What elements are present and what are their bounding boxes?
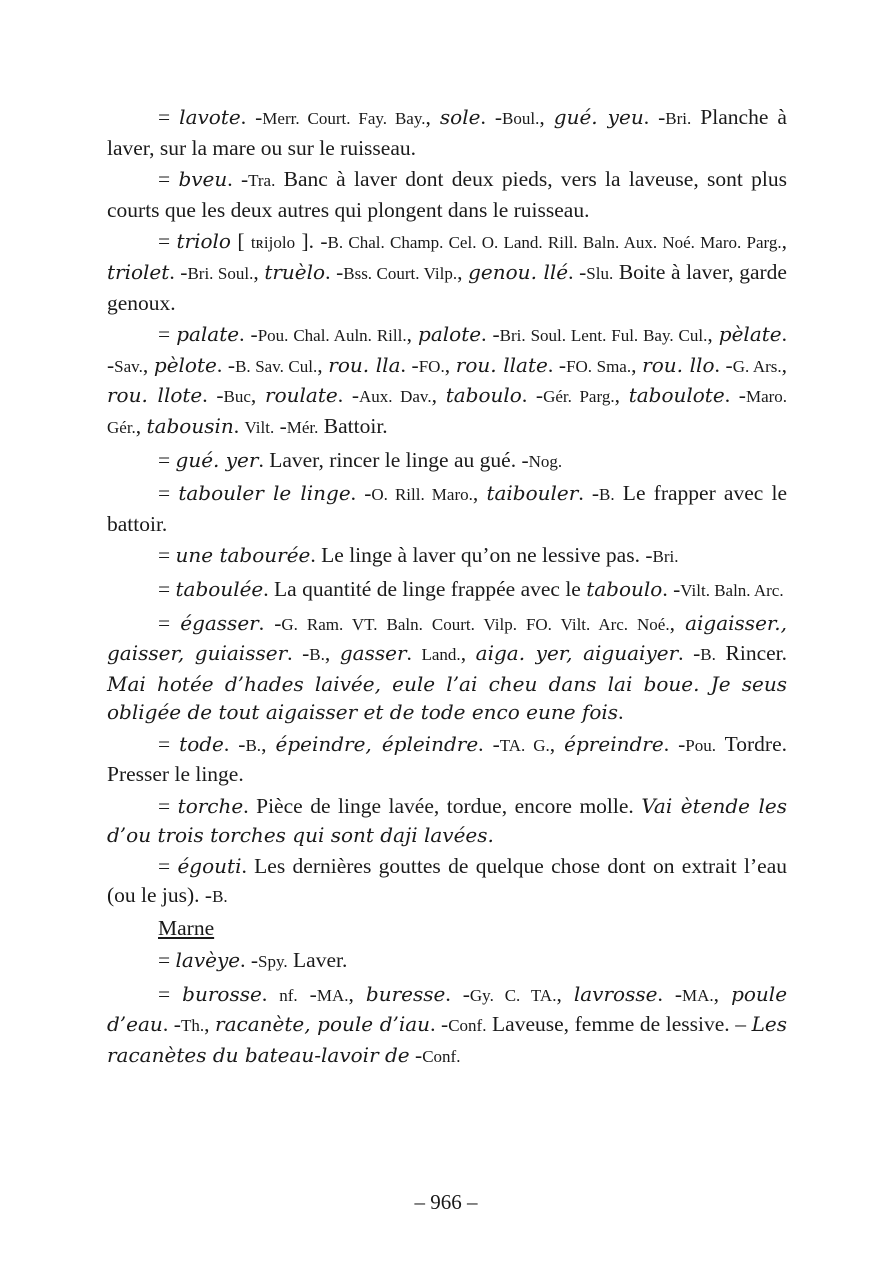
locality-abbrev: Boul. (502, 109, 540, 128)
entry-text: . - (578, 481, 600, 506)
entry-text: Rincer. (715, 641, 787, 666)
headword-italic: palate (176, 322, 240, 347)
dictionary-entry (107, 541, 787, 572)
entry-text: , (261, 731, 276, 756)
entry-text: = (158, 167, 179, 192)
headword-italic: sole (439, 105, 481, 129)
entry-text: , (444, 352, 456, 377)
entry-text: Banc à laver dont deux pieds, vers la laveuse, sont plus courts que les deux autres qui plongent dans le ruisseau. (107, 167, 787, 222)
headword-italic: Vai ètende les d’ou trois torches qui sont daji lavées. (107, 794, 787, 847)
headword-italic: lavrosse (573, 981, 658, 1006)
locality-abbrev: Bri. Soul. Lent. Ful. Bay. Cul. (499, 326, 708, 346)
locality-abbrev: Pou. (685, 735, 716, 755)
entry-text: . - (202, 383, 224, 408)
entry-text: , (253, 259, 265, 284)
entry-text: , (472, 481, 487, 506)
locality-abbrev: TA. G. (499, 735, 550, 755)
locality-abbrev: Conf. (422, 1046, 461, 1066)
locality-abbrev: Bri. (665, 109, 692, 128)
entry-text: Battoir. (318, 413, 388, 438)
headword-italic: tode (179, 731, 224, 756)
dictionary-entry (107, 730, 787, 789)
entry-text: [ (230, 229, 251, 254)
entry-text: = (158, 731, 180, 756)
entry-text: . - (657, 981, 683, 1006)
entry-text: = (158, 322, 177, 347)
headword-italic: taboulo (586, 576, 663, 601)
locality-abbrev: B. (700, 645, 716, 665)
entry-text: . - (663, 731, 686, 756)
entries-list-marne (107, 946, 787, 1071)
entry-text: . - (480, 105, 503, 129)
headword-italic: épreindre (564, 731, 664, 756)
dictionary-entry (107, 165, 787, 224)
entry-text: , (457, 259, 469, 284)
dictionary-entry (107, 227, 787, 317)
headword-italic: gué. yer (175, 447, 259, 472)
headword-italic: bveu (178, 167, 228, 192)
locality-abbrev: Vilt. Baln. Arc. (680, 580, 784, 600)
headword-italic: lavote (179, 105, 241, 129)
locality-abbrev: B. Sav. Cul. (235, 356, 318, 376)
entry-text: - (297, 981, 317, 1006)
entry-text: = (158, 543, 176, 568)
headword-italic: tabouler le linge (178, 481, 351, 506)
entry-text: . - (568, 259, 587, 284)
headword-italic: palote (418, 322, 482, 347)
entry-text: Planche à laver, sur la mare ou sur le ruisseau. (107, 105, 787, 160)
headword-italic: poule d’eau (107, 981, 788, 1037)
dictionary-entry (107, 852, 787, 911)
locality-abbrev: Conf. (448, 1016, 487, 1036)
entry-text: = (158, 576, 176, 601)
headword-italic: aigaisser., gaisser, guiaisser (107, 610, 787, 666)
locality-abbrev: Nog. (528, 451, 563, 471)
locality-abbrev: Sav. (114, 356, 143, 376)
entry-text: Tordre. Presser le linge. (107, 731, 788, 787)
headword-italic: tabousin (146, 413, 234, 438)
headword-italic: rou. lla (328, 352, 401, 377)
entry-text: = (158, 481, 179, 506)
headword-italic: burosse (182, 981, 262, 1006)
entry-text: . - (239, 322, 258, 347)
headword-italic: aiga. yer, aiguaiyer (475, 641, 679, 666)
entry-text: . - (521, 383, 544, 408)
entry-text: . Les dernières gouttes de quelque chose dont on extrait l’eau (ou le jus). - (107, 854, 787, 907)
locality-abbrev: B. Chal. Champ. Cel. O. Land. Rill. Baln. Aux. Noé. Maro. Parg. (327, 233, 782, 253)
entry-text: , (431, 383, 446, 408)
entry-text: , (204, 1012, 216, 1037)
headword-italic: gué. yeu (553, 105, 644, 129)
entry-text: . - (547, 352, 567, 377)
entry-text: . - (481, 322, 500, 347)
entry-text: . (233, 413, 245, 438)
headword-italic: racanète, poule d’iau (215, 1012, 431, 1037)
entry-text: , (781, 229, 787, 254)
locality-abbrev: B. (245, 735, 262, 755)
locality-abbrev: Merr. Court. Fay. Bay. (262, 109, 426, 128)
entry-text: = (158, 447, 176, 472)
entry-text: , (348, 981, 366, 1006)
locality-abbrev: Slu. (586, 263, 614, 283)
entry-text: . - (169, 259, 188, 284)
dictionary-entry (107, 479, 787, 538)
locality-abbrev: B. (212, 886, 228, 906)
entry-text: Laveuse, femme de lessive. – (486, 1012, 752, 1037)
entry-text: . - (478, 731, 500, 756)
entry-text: . - (325, 259, 344, 284)
locality-abbrev: Spy. (258, 952, 288, 972)
page-number: – 966 – (414, 1190, 478, 1214)
headword-italic: lavèye (175, 948, 241, 973)
locality-abbrev: Bri. (652, 547, 679, 567)
locality-abbrev: G. Ars. (732, 356, 782, 376)
locality-abbrev: MA. (316, 985, 349, 1005)
locality-abbrev: Gy. C. TA. (469, 985, 557, 1005)
entry-text: . - (287, 641, 310, 666)
entry-text: . - (445, 981, 470, 1006)
entry-text: = (158, 610, 181, 635)
locality-abbrev: Bri. Soul. (187, 263, 254, 283)
entry-text: . - (350, 481, 372, 506)
dictionary-entry (107, 575, 787, 606)
entry-text: , (406, 322, 419, 347)
locality-abbrev: tʀijolo (250, 233, 296, 253)
entry-text: = (158, 794, 178, 819)
headword-italic: truèlo (264, 259, 326, 284)
locality-abbrev: Buc (223, 387, 251, 407)
headword-italic: taibouler (486, 481, 579, 506)
locality-abbrev: nf. (279, 985, 298, 1005)
entry-text: , (460, 641, 476, 666)
entry-text: . - (724, 383, 746, 408)
entry-text: , (135, 413, 147, 438)
entry-text: = (158, 981, 183, 1006)
headword-italic: gasser (339, 641, 407, 666)
headword-italic: pèlate (718, 322, 782, 347)
entry-text: . (618, 700, 624, 725)
entry-text: . La quantité de linge frappée avec le (263, 576, 587, 601)
entry-text: , (250, 383, 266, 408)
entries-list (107, 103, 787, 911)
entry-text: . - (662, 576, 681, 601)
entry-text: - (274, 413, 287, 438)
headword-italic: une tabourée (175, 543, 311, 568)
entry-text: , (781, 352, 788, 377)
headword-italic: égouti (177, 854, 242, 879)
locality-abbrev: Maro. Gér. (107, 387, 788, 437)
locality-abbrev: B. (599, 485, 615, 505)
dictionary-entry (107, 792, 787, 849)
locality-abbrev: Aux. Dav. (358, 387, 432, 407)
dictionary-entry (107, 446, 787, 477)
dictionary-entry (107, 609, 787, 727)
locality-abbrev: Gér. Parg. (543, 387, 615, 407)
entry-text: . (261, 981, 280, 1006)
dictionary-entry (107, 320, 787, 442)
headword-italic: taboulée (175, 576, 264, 601)
headword-italic: pèlote (153, 352, 217, 377)
entry-text: . - (240, 948, 259, 973)
entry-text: . - (107, 322, 787, 377)
entry-text: . - (216, 352, 236, 377)
entry-text: . Le linge à laver qu’on ne lessive pas. - (310, 543, 653, 568)
entry-text: , (549, 731, 565, 756)
entry-text: . - (223, 731, 246, 756)
entry-text: , (317, 352, 329, 377)
entry-text: , (713, 981, 732, 1006)
entry-text: = (158, 948, 176, 973)
locality-abbrev: Pou. Chal. Auln. Rill. (257, 326, 407, 346)
section-heading (107, 914, 787, 943)
entry-text: . - (678, 641, 701, 666)
headword-italic: rou. llote (107, 383, 203, 408)
page-body (107, 103, 787, 1074)
headword-italic: buresse (365, 981, 446, 1006)
entry-text: . Pièce de linge lavée, tordue, encore molle. (243, 794, 642, 819)
entry-text: , (669, 610, 686, 635)
section-heading-text: Marne (158, 916, 215, 941)
entry-text: . - (430, 1012, 449, 1037)
locality-abbrev: FO. (418, 356, 445, 376)
headword-italic: épeindre, épleindre (275, 731, 479, 756)
entry-text: = (158, 105, 180, 129)
entry-text: Le frapper avec le battoir. (107, 481, 787, 536)
locality-abbrev: B. (309, 645, 325, 665)
headword-italic: triolo (176, 229, 231, 254)
entry-text: - (409, 1042, 423, 1067)
dictionary-entry (107, 980, 787, 1072)
entry-text: , (631, 352, 643, 377)
entry-text: . - (400, 352, 419, 377)
headword-italic: roulate (265, 383, 338, 408)
entry-text: , (324, 641, 340, 666)
entry-text: = (158, 854, 178, 879)
headword-italic: Les racanètes du bateau-lavoir de (107, 1012, 787, 1067)
locality-abbrev: MA. (682, 985, 714, 1005)
entry-text: Boite à laver, garde genoux. (107, 259, 787, 315)
entry-text: Laver. (287, 948, 348, 973)
dictionary-entry (107, 103, 787, 162)
entry-text: . - (714, 352, 733, 377)
locality-abbrev: Tra. (248, 171, 276, 191)
entry-text: . - (337, 383, 359, 408)
entry-text: , (556, 981, 574, 1006)
entry-text: , (707, 322, 719, 347)
entry-text: . - (162, 1012, 181, 1037)
locality-abbrev: O. Rill. Maro. (371, 485, 473, 505)
entry-text: = (158, 229, 177, 254)
headword-italic: taboulo (445, 383, 522, 408)
headword-italic: rou. llo (642, 352, 715, 377)
entry-text: . - (227, 167, 249, 192)
locality-abbrev: Bss. Court. Vilp. (343, 263, 458, 283)
locality-abbrev: Mér. (286, 417, 319, 437)
headword-italic: Mai hotée d’hades laivée, eule l’ai cheu dans lai boue. Je seus obligée de tout aigaisser et de tode enco eune fois (107, 671, 787, 725)
entry-text: . (406, 641, 422, 666)
entry-text: . - (643, 105, 666, 129)
locality-abbrev: Th. (180, 1016, 205, 1036)
headword-italic: torche (177, 794, 244, 819)
entry-text: . - (240, 105, 263, 129)
locality-abbrev: Land. (421, 645, 461, 665)
entry-text: , (425, 105, 440, 129)
dictionary-entry (107, 946, 787, 977)
entry-text: . - (258, 610, 282, 635)
entry-text: , (614, 383, 629, 408)
headword-italic: égasser (180, 610, 259, 635)
entry-text: , (142, 352, 154, 377)
headword-italic: genou. llé (468, 259, 569, 284)
locality-abbrev: Vilt. (244, 417, 275, 437)
locality-abbrev: FO. Sma. (566, 356, 632, 376)
headword-italic: taboulote (628, 383, 725, 408)
entry-text: . Laver, rincer le linge au gué. - (258, 447, 529, 472)
headword-italic: triolet (107, 259, 170, 284)
entry-text: ]. - (295, 229, 328, 254)
headword-italic: rou. llate (455, 352, 548, 377)
entry-text: , (539, 105, 554, 129)
locality-abbrev: G. Ram. VT. Baln. Court. Vilp. FO. Vilt. Arc. Noé. (281, 614, 670, 634)
